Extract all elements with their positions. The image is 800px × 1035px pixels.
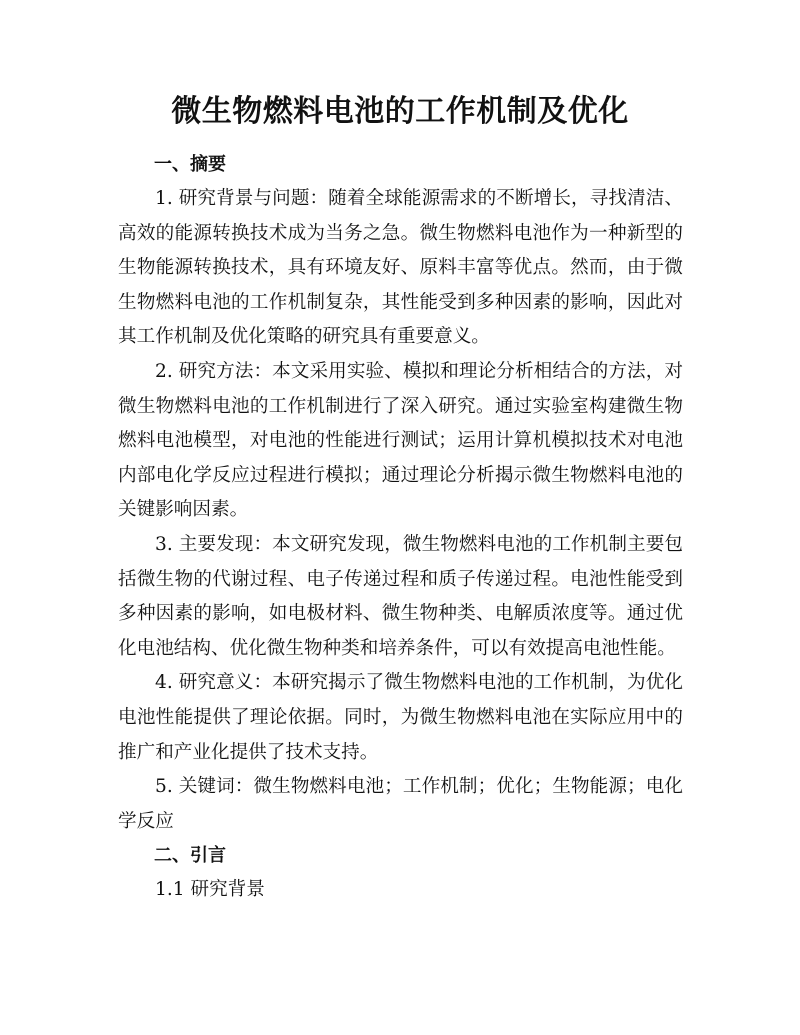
abstract-paragraph-findings: 3. 主要发现：本文研究发现，微生物燃料电池的工作机制主要包括微生物的代谢过程、电子传递过程和质子传递过程。电池性能受到多种因素的影响，如电极材料、微生物种类、电解质浓度等。通过优化电池结构、优化微生物种类和培养条件，可以有效提高电池性能。 bbox=[118, 533, 683, 659]
subsection-research-background: 1.1 研究背景 bbox=[155, 879, 265, 901]
abstract-paragraph-methods: 2. 研究方法：本文采用实验、模拟和理论分析相结合的方法，对微生物燃料电池的工作机制进行了深入研究。通过实验室构建微生物燃料电池模型，对电池的性能进行测试；运用计算机模拟技术对电池内部电化学反应过程进行模拟；通过理论分析揭示微生物燃料电池的关键影响因素。 bbox=[118, 360, 683, 521]
abstract-paragraph-background: 1. 研究背景与问题：随着全球能源需求的不断增长，寻找清洁、高效的能源转换技术成为当务之急。微生物燃料电池作为一种新型的生物能源转换技术，具有环境友好、原料丰富等优点。然而，由于微生物燃料电池的工作机制复杂，其性能受到多种因素的影响，因此对其工作机制及优化策略的研究具有重要意义。 bbox=[118, 188, 683, 348]
abstract-paragraph-keywords: 5. 关键词：微生物燃料电池；工作机制；优化；生物能源；电化学反应 bbox=[118, 776, 683, 832]
document-body bbox=[118, 148, 683, 908]
abstract-paragraph-significance: 4. 研究意义：本研究揭示了微生物燃料电池的工作机制，为优化电池性能提供了理论依据。同时，为微生物燃料电池在实际应用中的推广和产业化提供了技术支持。 bbox=[118, 672, 683, 763]
introduction-heading: 二、引言 bbox=[154, 845, 226, 867]
abstract-heading: 一、摘要 bbox=[154, 154, 226, 175]
document-title: 微生物燃料电池的工作机制及优化 bbox=[171, 94, 629, 129]
